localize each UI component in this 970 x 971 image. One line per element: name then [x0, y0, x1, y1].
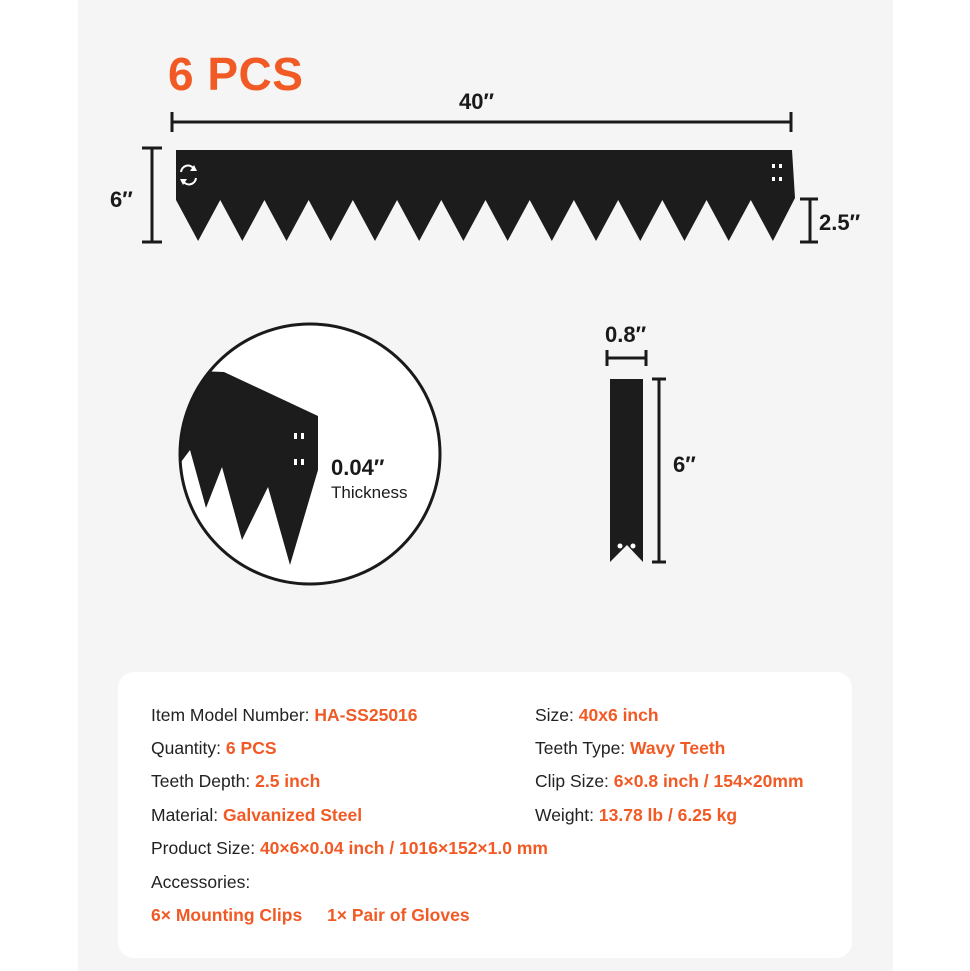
- spec-weight-value: 13.78 lb / 6.25 kg: [598, 805, 738, 825]
- clip-height-dimension-line: [652, 379, 666, 562]
- spec-weight-label: Weight:: [535, 805, 595, 825]
- teeth-depth-label: 2.5″: [819, 210, 861, 235]
- accessory-gloves: 1× Pair of Gloves: [327, 905, 470, 925]
- spec-clip-size-value: 6×0.8 inch / 154×20mm: [613, 771, 804, 791]
- spec-teeth-depth-label: Teeth Depth:: [151, 771, 251, 791]
- spec-size-label: Size:: [535, 705, 574, 725]
- spec-product-size: [151, 837, 548, 859]
- clip-width-label: 0.8″: [605, 322, 647, 347]
- magnified-detail-circle: [175, 324, 440, 584]
- quantity-headline: 6 PCS: [168, 48, 304, 100]
- height-label: 6″: [110, 187, 133, 212]
- spec-quantity-value: 6 PCS: [225, 738, 277, 758]
- spec-quantity: [151, 737, 277, 759]
- edging-strip: [176, 150, 795, 241]
- spec-model-label: Item Model Number:: [151, 705, 310, 725]
- thickness-value: 0.04″: [331, 455, 385, 480]
- spec-teeth-depth: [151, 770, 320, 792]
- spec-accessories-label: Accessories:: [151, 872, 251, 892]
- height-dimension-line: [142, 148, 162, 242]
- spec-teeth-type: [535, 737, 725, 759]
- spec-model: [151, 704, 418, 726]
- accessory-mounting-clips: 6× Mounting Clips: [151, 905, 303, 925]
- spec-size: [535, 704, 659, 726]
- spec-clip-size-label: Clip Size:: [535, 771, 609, 791]
- length-dimension-line: [172, 112, 791, 132]
- length-label: 40″: [459, 89, 495, 114]
- mounting-clip: [610, 379, 643, 562]
- clip-width-dimension-line: [607, 350, 646, 366]
- teeth-depth-dimension-line: [800, 199, 818, 242]
- spec-product-size-value: 40×6×0.04 inch / 1016×152×1.0 mm: [259, 838, 548, 858]
- thickness-label: Thickness: [331, 483, 408, 502]
- spec-accessories-list: [151, 904, 470, 926]
- spec-product-size-label: Product Size:: [151, 838, 256, 858]
- spec-size-value: 40x6 inch: [578, 705, 659, 725]
- spec-teeth-type-value: Wavy Teeth: [630, 738, 726, 758]
- clip-height-label: 6″: [673, 452, 696, 477]
- spec-teeth-type-label: Teeth Type:: [535, 738, 626, 758]
- spec-model-value: HA-SS25016: [314, 705, 418, 725]
- spec-material-value: Galvanized Steel: [222, 805, 363, 825]
- spec-teeth-depth-value: 2.5 inch: [255, 771, 321, 791]
- spec-weight: [535, 804, 737, 826]
- spec-material-label: Material:: [151, 805, 219, 825]
- spec-quantity-label: Quantity:: [151, 738, 222, 758]
- spec-clip-size: [535, 770, 804, 792]
- spec-material: [151, 804, 362, 826]
